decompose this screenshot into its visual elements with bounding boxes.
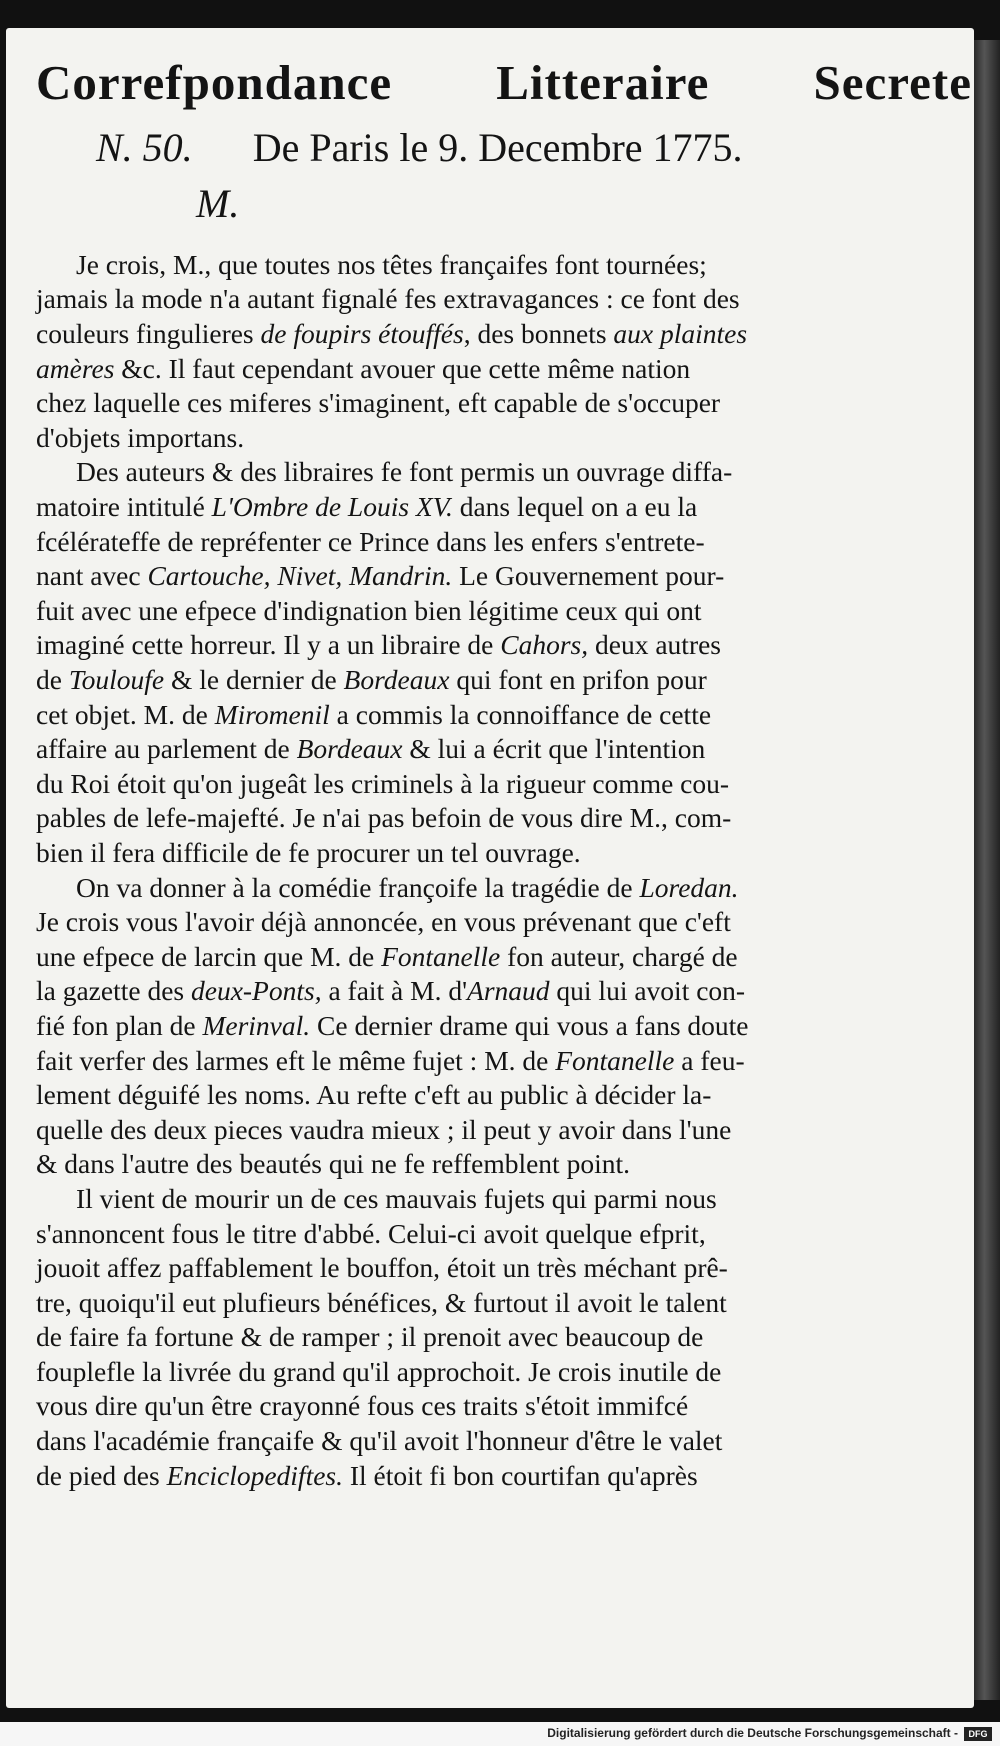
text-line: nant avec Cartouche, Nivet, Mandrin. Le Gouvernement pour- [36,560,725,592]
text-line: pables de lefe-majefté. Je n'ai pas befoin de vous dire M., com- [36,802,732,834]
text-line: jouoit affez paffablement le bouffon, étoit un très méchant prê- [36,1252,728,1284]
text-line: bien il fera difficile de fe procurer un tel ouvrage. [36,836,581,868]
title-word: Secrete [813,55,972,110]
text-line: vous dire qu'un être crayonné fous ces traits s'étoit immifcé [36,1390,689,1422]
text-line: fié fon plan de Merinval. Ce dernier drame qui vous a fans doute [36,1009,749,1041]
text-line: la gazette des deux-Ponts, a fait à M. d'Arnaud qui lui avoit con- [36,975,746,1007]
text-line: affaire au parlement de Bordeaux & lui a écrit que l'intention [36,733,706,765]
text-line: amères &c. Il faut cependant avouer que cette même nation [36,352,691,384]
paragraph [36,1182,976,1493]
text-line: jamais la mode n'a autant fignalé fes extravagances : ce font des [36,283,740,315]
title-word: Correfpondance [36,55,393,110]
page-content [36,56,976,1493]
paragraph [36,871,976,1182]
text-line: de pied des Enciclopediftes. Il étoit fi bon courtifan qu'après [36,1459,698,1491]
text-line: cet objet. M. de Miromenil a commis la connoiffance de cette [36,698,712,730]
title-word: Litteraire [496,55,710,110]
text-line: fcélérateffe de repréfenter ce Prince dans les enfers s'entrete- [36,525,705,557]
text-line: lement déguifé les noms. Au refte c'eft au public à décider la- [36,1079,712,1111]
text-line: Je crois vous l'avoir déjà annoncée, en vous prévenant que c'eft [36,906,731,938]
body-text [36,248,976,1493]
text-line: Des auteurs & des libraires fe font permis un ouvrage diffa- [76,456,733,488]
page-edge-shadow [974,40,1000,1700]
text-line: du Roi étoit qu'on jugeât les criminels à la rigueur comme cou- [36,767,730,799]
page-title [36,56,972,110]
text-line: & dans l'autre des beautés qui ne fe reffemblent point. [36,1148,630,1180]
dateline: De Paris le 9. Decembre 1775. [252,124,743,170]
text-line: fuit avec une efpece d'indignation bien légitime ceux qui ont [36,594,702,626]
salutation: M. [196,180,240,226]
text-line: chez laquelle ces miferes s'imaginent, eft capable de s'occuper [36,387,721,419]
text-line: matoire intitulé L'Ombre de Louis XV. dans lequel on a eu la [36,491,698,523]
text-line: fait verfer des larmes eft le même fujet : M. de Fontanelle a feu- [36,1044,745,1076]
text-line: une efpece de larcin que M. de Fontanelle fon auteur, chargé de [36,940,738,972]
issue-number: N. 50. [96,124,193,170]
dateline-row [36,126,976,170]
text-line: imaginé cette horreur. Il y a un libraire de Cahors, deux autres [36,629,722,661]
text-line: de Touloufe & le dernier de Bordeaux qui font en prifon pour [36,664,707,696]
text-line: On va donner à la comédie françoife la tragédie de Loredan. [76,871,739,903]
text-line: quelle des deux pieces vaudra mieux ; il peut y avoir dans l'une [36,1113,732,1145]
text-line: dans l'académie françaife & qu'il avoit l'honneur d'être le valet [36,1425,723,1457]
text-line: Je crois, M., que toutes nos têtes françaifes font tournées; [76,248,707,280]
text-line: Il vient de mourir un de ces mauvais fujets qui parmi nous [76,1182,717,1214]
text-line: couleurs fingulieres de foupirs étouffés, des bonnets aux plaintes [36,318,748,350]
paragraph [36,248,976,456]
paragraph [36,455,976,870]
footer-credit: Digitalisierung gefördert durch die Deutsche Forschungsgemeinschaft - [547,1726,958,1740]
text-line: s'annoncent fous le titre d'abbé. Celui-ci avoit quelque efprit, [36,1217,706,1249]
text-line: d'objets importans. [36,421,245,453]
text-line: de faire fa fortune & de ramper ; il prenoit avec beaucoup de [36,1321,704,1353]
text-line: fouplefle la livrée du grand qu'il approchoit. Je crois inutile de [36,1355,722,1387]
text-line: tre, quoiqu'il eut plufieurs bénéfices, & furtout il avoit le talent [36,1286,727,1318]
dfg-logo: DFG [964,1727,992,1741]
